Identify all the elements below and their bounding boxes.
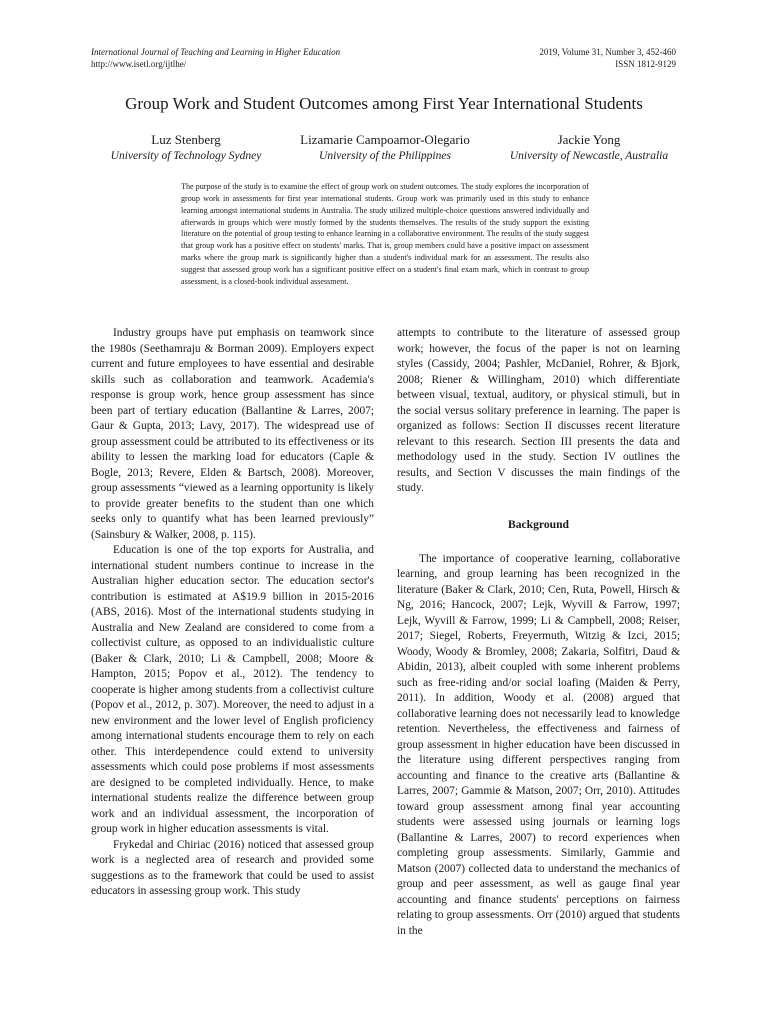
author-affiliation: University of the Philippines: [319, 150, 451, 162]
body-paragraph: Industry groups have put emphasis on teamwork since the 1980s (Seethamraju & Borman 2009). Employers expect current and future employees to have essential and desirable skills such as collaboration and teamwork. Academia's response is group work, hence group assessment has since been part of tertiary education (Ballantine & Larres, 2007; Gaur & Gupta, 2013; Lavy, 2017). The widespread use of group assessment could be attributed to its effectiveness or its ability to lessen the marking load for educators (Caple & Bogle, 2013; Revere, Elden & Bartsch, 2008). Moreover, group assessments “viewed as a learning opportunity is likely to provide greater benefits to the student than one which seeks only to quantify what has been learned previously” (Sainsbury & Walker, 2008, p. 115).: [91, 327, 374, 541]
journal-name: International Journal of Teaching and Learning in Higher Education: [91, 47, 341, 57]
running-header-left: [91, 47, 340, 70]
section-heading: Background: [508, 517, 569, 531]
author-name: Lizamarie Campoamor-Olegario: [300, 132, 470, 147]
author-name: Luz Stenberg: [151, 132, 221, 147]
volume-pages: 2019, Volume 31, Number 3, 452-460: [539, 47, 676, 57]
left-column: [91, 326, 374, 900]
journal-url[interactable]: http://www.isetl.org/ijtlhe/: [91, 58, 187, 69]
body-paragraph: Frykedal and Chiriac (2016) noticed that assessed group work is a neglected area of research and provided some suggestions as to the framework that could be used to assist educators in assessing group work. This study: [91, 838, 374, 897]
author-block: [494, 131, 684, 164]
author-block: [280, 131, 490, 164]
issn: ISSN 1812-9129: [615, 58, 676, 69]
body-paragraph: attempts to contribute to the literature of assessed group work; however, the focus of the paper is not on learning styles (Cassidy, 2004; Pashler, McDaniel, Rohrer, & Bjork, 2008; Riener & Willingham, 2010) which differentiate between visual, textual, auditory, or physical stimuli, but in the social versus solitary preference in learning. The paper is organized as follows: Section II discusses recent literature relevant to this research. Section III presents the data and methodology used in the study. Section IV outlines the results, and Section V discusses the main findings of the study.: [397, 327, 680, 494]
abstract: The purpose of the study is to examine the effect of group work on student outcomes. The study explores the incorporation of group work in assessments for first year international students. Group work was primarily used in this study to enhance learning amongst international students in Australia. The study utilized multiple-choice questions answered individually and afterwards in groups which were mostly formed by the students themselves. The results of the study support the existing literature on the potential of group testing to enhance learning in a collaborative environment. The results of the study suggest that group work has a positive effect on students' marks. That is, group members could have a positive impact on assessment marks where the group mark is significantly higher than a student's individual mark for an assessment. The results also suggest that assessed group work has a significant positive effect on a student's final exam mark, which in contrast to group assessment, is a closed-book individual assessment.: [181, 182, 589, 286]
body-paragraph: Education is one of the top exports for Australia, and international student numbers continue to increase in the Australian higher education sector. The education sector's contribution is estimated at A$19.9 billion in 2015-2016 (ABS, 2016). Most of the international students studying in Australia and New Zealand are considered to come from a collectivist culture, as opposed to an individualistic culture (Baker & Clark, 2010; Li & Campbell, 2008; Moore & Hampton, 2015; Popov et al., 2012). The tendency to cooperate is higher among students from a collectivist culture (Popov et al., 2012, p. 307). Moreover, the need to adjust in a new environment and the lower level of English proficiency among international students encourage them to rely on each other. This interdependence could extend to university assessments which could pose problems if most assessments are designed to be completed individually. Hence, to make international students realize the difference between group work and an individual assessment, the incorporation of group work in higher education assessments is vital.: [91, 544, 374, 835]
author-name: Jackie Yong: [557, 132, 621, 147]
paper-title: Group Work and Student Outcomes among First Year International Students: [125, 94, 643, 113]
body-paragraph: The importance of cooperative learning, collaborative learning, and group learning has been recognized in the literature (Baker & Clark, 2010; Cen, Ruta, Powell, Hirsch & Ng, 2016; Hancock, 2007; Lejk, Wyvill & Farrow, 1997; Lejk, Wyvill & Farrow, 1999; Li & Campbell, 2008; Reiser, 2017; Siegel, Roberts, Freyermuth, Witzig & Izci, 2015; Woody, Woody & Bromley, 2008; Zakaria, Solfitri, Daud & Abidin, 2013), albeit coupled with some inherent problems such as free-riding and/or social loafing (Maiden & Perry, 2011). In addition, Woody et al. (2008) argued that collaborative learning does not necessarily lead to knowledge retention. Nevertheless, the effectiveness and fairness of group assessment in higher education have been discussed in the literature using different perspectives ranging from accounting and finance to the creative arts (Ballantine & Larres, 2007; Gammie & Matson, 2007; Orr, 2010). Attitudes toward group assessment among final year accounting students were assessed using journals or learning logs (Ballantine & Larres, 2007) to record experiences when completing group assessments. Similarly, Gammie and Matson (2007) collected data to understand the mechanics of group and peer assessment, as well as gauge final year accounting and finance students' perceptions on fairness relating to group assessments. Orr (2010) argued that students in the: [397, 552, 680, 937]
author-affiliation: University of Technology Sydney: [110, 150, 262, 162]
running-header-right: [539, 47, 676, 70]
author-block: [96, 131, 276, 164]
right-column: [397, 326, 680, 939]
author-affiliation: University of Newcastle, Australia: [509, 150, 669, 162]
